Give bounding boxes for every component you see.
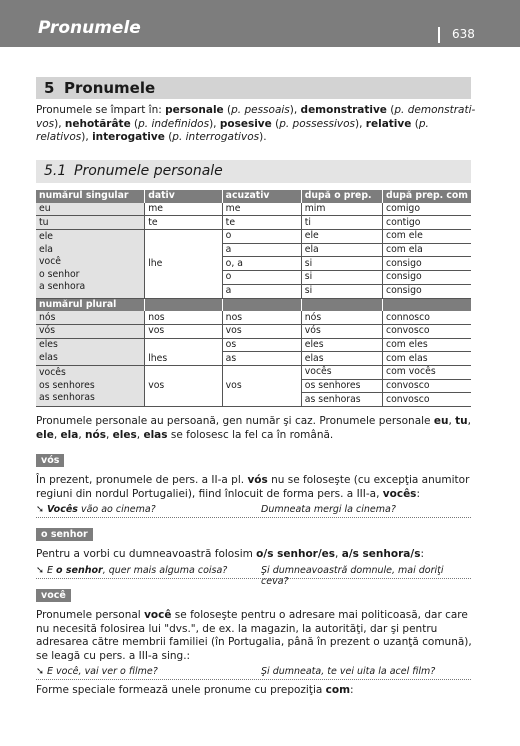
table-subheader-row <box>36 298 471 311</box>
text-run: : <box>416 487 420 500</box>
text-run: p. interrogativos <box>172 131 260 144</box>
table-header: dativ <box>145 190 222 203</box>
vos-example <box>36 503 471 518</box>
table-row <box>36 216 471 230</box>
text-run: p. relativos <box>36 117 429 144</box>
table-cell: consigo <box>382 271 471 285</box>
table-cell: te <box>145 216 222 230</box>
subject: a senhora <box>39 281 86 293</box>
pronouns-table <box>36 190 471 407</box>
text-run: você <box>144 609 172 621</box>
text-run: Pentru a vorbi cu dumneavoastră folosim <box>36 548 257 560</box>
text-run: vocês <box>382 487 417 500</box>
table-cell: elas <box>301 352 382 366</box>
table-header: numărul singular <box>36 190 145 203</box>
text-run: ( <box>223 104 232 116</box>
page-header <box>0 0 520 47</box>
senhor-example <box>36 564 471 587</box>
subject: elas <box>39 351 58 363</box>
table-cell: as <box>222 352 301 366</box>
table-cell: o <box>222 230 301 244</box>
table-cell: os <box>222 338 301 352</box>
table-cell: connosco <box>382 311 471 324</box>
table-cell: o, a <box>222 257 301 271</box>
table-cell: nos <box>145 311 222 324</box>
voce-paragraph <box>36 609 476 663</box>
table-cell: vos <box>222 365 301 406</box>
table-summary-paragraph <box>36 415 476 442</box>
example-portuguese: ➘ Vocês vão ao cinema? <box>36 504 156 515</box>
text-run: p. pessoais <box>231 104 290 116</box>
text-run: eu <box>433 415 449 427</box>
table-cell: ela <box>301 243 382 257</box>
table-cell: convosco <box>382 324 471 338</box>
table-cell-subjects <box>36 365 145 406</box>
text-run: nós <box>85 428 106 441</box>
subject: ele <box>39 231 54 243</box>
subject: você <box>39 256 62 268</box>
table-subheader: numărul plural <box>36 298 145 311</box>
table-row <box>36 365 471 379</box>
table-cell: me <box>145 203 222 216</box>
text-run: a/s senhora/s <box>341 548 421 560</box>
text-run: Pronumele personal <box>36 609 145 621</box>
table-cell: vós <box>301 324 382 338</box>
text-run: p. possessivos <box>279 117 356 130</box>
table-cell: convosco <box>382 379 471 393</box>
table-cell: tu <box>36 216 145 230</box>
text-run: nehotărâte <box>64 117 131 130</box>
text-run: ( <box>271 117 280 130</box>
table-row <box>36 230 471 244</box>
table-header: acuzativ <box>222 190 301 203</box>
table-cell: os senhores <box>301 379 382 393</box>
voce-tag: você <box>36 589 71 602</box>
table-cell: si <box>301 284 382 298</box>
subsection-number: 5.1 <box>44 163 67 179</box>
text-run: ela <box>60 428 79 441</box>
arrow-icon: ➘ <box>36 565 44 576</box>
table-cell: consigo <box>382 284 471 298</box>
senhor-paragraph <box>36 548 476 562</box>
text-run: se folosesc la fel ca în română. <box>167 428 334 441</box>
table-header: după prep. com <box>382 190 471 203</box>
text-run: , <box>335 548 342 560</box>
text-run: , <box>448 415 456 427</box>
vos-paragraph <box>36 474 476 501</box>
example-portuguese: ➘ E o senhor, quer mais alguma coisa? <box>36 565 228 576</box>
table-cell: com vocês <box>382 365 471 379</box>
text-run: demonstrative <box>300 104 387 116</box>
subsection-title: Pronumele personale <box>74 163 223 179</box>
text-run: , <box>105 428 113 441</box>
text-run: ( <box>411 117 419 130</box>
table-cell: si <box>301 257 382 271</box>
section-heading <box>36 77 471 99</box>
table-cell: eles <box>301 338 382 352</box>
table-cell-subjects <box>36 338 145 365</box>
text-run: p. demonstrati-vos <box>36 104 476 130</box>
example-portuguese: ➘ E você, vai ver o filme? <box>36 666 158 677</box>
subject: vocês <box>39 367 66 379</box>
table-cell: eu <box>36 203 145 216</box>
table-cell: o <box>222 271 301 285</box>
text-run: ), <box>54 117 65 130</box>
text-run: ), <box>81 131 93 144</box>
text-run: relative <box>365 117 412 130</box>
table-cell: as senhoras <box>301 393 382 407</box>
text-run: tu <box>455 415 468 427</box>
table-cell: vós <box>36 324 145 338</box>
table-cell: vocês <box>301 365 382 379</box>
table-cell: mim <box>301 203 382 216</box>
table-cell: contigo <box>382 216 471 230</box>
table-cell: vos <box>145 324 222 338</box>
voce-example <box>36 665 471 680</box>
text-run: Pronumele personale au persoană, gen număr şi caz. Pronumele personale <box>36 415 434 427</box>
example-romanian: Şi dumneavoastră domnule, mai doriţi ceva? <box>261 565 444 587</box>
text-run: Forme speciale formează unele pronume cu prepoziţia <box>36 684 326 696</box>
text-run: În prezent, pronumele de pers. a II-a pl. <box>36 474 248 486</box>
subject: ela <box>39 243 53 255</box>
subject: o senhor <box>39 268 80 280</box>
table-cell: nós <box>301 311 382 324</box>
table-cell: consigo <box>382 257 471 271</box>
table-cell: te <box>222 216 301 230</box>
text-run: ele <box>36 428 54 441</box>
table-row <box>36 324 471 338</box>
subject: as senhoras <box>39 392 95 404</box>
text-run: , <box>136 428 144 441</box>
table-cell: si <box>301 271 382 285</box>
text-run: elas <box>143 428 168 441</box>
table-cell: lhes <box>145 338 222 365</box>
text-run: ( <box>164 131 173 144</box>
subsection-heading <box>36 160 471 183</box>
table-cell: me <box>222 203 301 216</box>
table-cell: com ela <box>382 243 471 257</box>
text-run: eles <box>112 428 137 441</box>
table-header-row <box>36 190 471 203</box>
text-run: interogative <box>92 131 165 144</box>
table-cell-subjects <box>36 230 145 298</box>
section-title: Pronumele <box>64 79 156 97</box>
table-cell: com elas <box>382 352 471 366</box>
senhor-tag: o senhor <box>36 528 93 541</box>
text-run: : <box>420 548 424 560</box>
arrow-icon: ➘ <box>36 666 44 677</box>
text-run: ). <box>259 131 267 144</box>
example-romanian: Şi dumneata, te vei uita la acel film? <box>261 666 436 677</box>
text-run: ), <box>289 104 301 116</box>
subject: eles <box>39 339 58 351</box>
table-row <box>36 311 471 324</box>
final-paragraph <box>36 684 476 698</box>
text-run: posesive <box>219 117 272 130</box>
text-run: ( <box>130 117 139 130</box>
table-header: după o prep. <box>301 190 382 203</box>
example-romanian: Dumneata mergi la cinema? <box>261 504 396 515</box>
table-cell: ti <box>301 216 382 230</box>
text-run: com <box>325 684 351 696</box>
text-run: p. indefinidos <box>138 117 210 130</box>
text-run: se foloseşte pentru o adresare mai politicoasă, dar care nu necesită folosirea lui "dvs.", de ex. la magazin, la autorităţi, dar şi pentru adresarea către membrii familiei (în Portugalia, până în prezent o uzanţă comună), se leagă cu pers. a III-a sing.: <box>36 609 472 662</box>
table-cell: a <box>222 243 301 257</box>
table-cell: com ele <box>382 230 471 244</box>
vos-tag: vós <box>36 454 64 467</box>
table-cell: comigo <box>382 203 471 216</box>
text-run: , <box>467 415 471 427</box>
table-cell: convosco <box>382 393 471 407</box>
table-cell: nós <box>36 311 145 324</box>
section-number: 5 <box>44 79 55 97</box>
text-run: : <box>350 684 354 696</box>
text-run: , <box>53 428 61 441</box>
table-cell: com eles <box>382 338 471 352</box>
text-run: ( <box>386 104 395 116</box>
table-cell: lhe <box>145 230 222 298</box>
table-row <box>36 338 471 352</box>
text-run: personale <box>165 104 224 116</box>
table-row <box>36 203 471 216</box>
text-run: vós <box>247 474 268 486</box>
table-cell: vos <box>145 365 222 406</box>
page-number: 638 <box>452 27 475 41</box>
text-run: ), <box>355 117 366 130</box>
text-run: Pronumele se împart în: <box>36 104 166 116</box>
header-divider <box>438 27 440 43</box>
table-cell: a <box>222 284 301 298</box>
table-cell: nos <box>222 311 301 324</box>
subject: os senhores <box>39 379 95 391</box>
table-cell: vos <box>222 324 301 338</box>
text-run: nu se foloseşte (cu excepţia anumitor regiuni din nordul Portugaliei), fiind înlocuit de forma pers. a III-a, <box>36 474 470 500</box>
page-title: Pronumele <box>38 18 141 38</box>
text-run: ), <box>209 117 220 130</box>
table-cell: ele <box>301 230 382 244</box>
text-run: o/s senhor/es <box>256 548 336 560</box>
intro-paragraph <box>36 104 476 145</box>
arrow-icon: ➘ <box>36 504 44 515</box>
text-run: , <box>78 428 86 441</box>
